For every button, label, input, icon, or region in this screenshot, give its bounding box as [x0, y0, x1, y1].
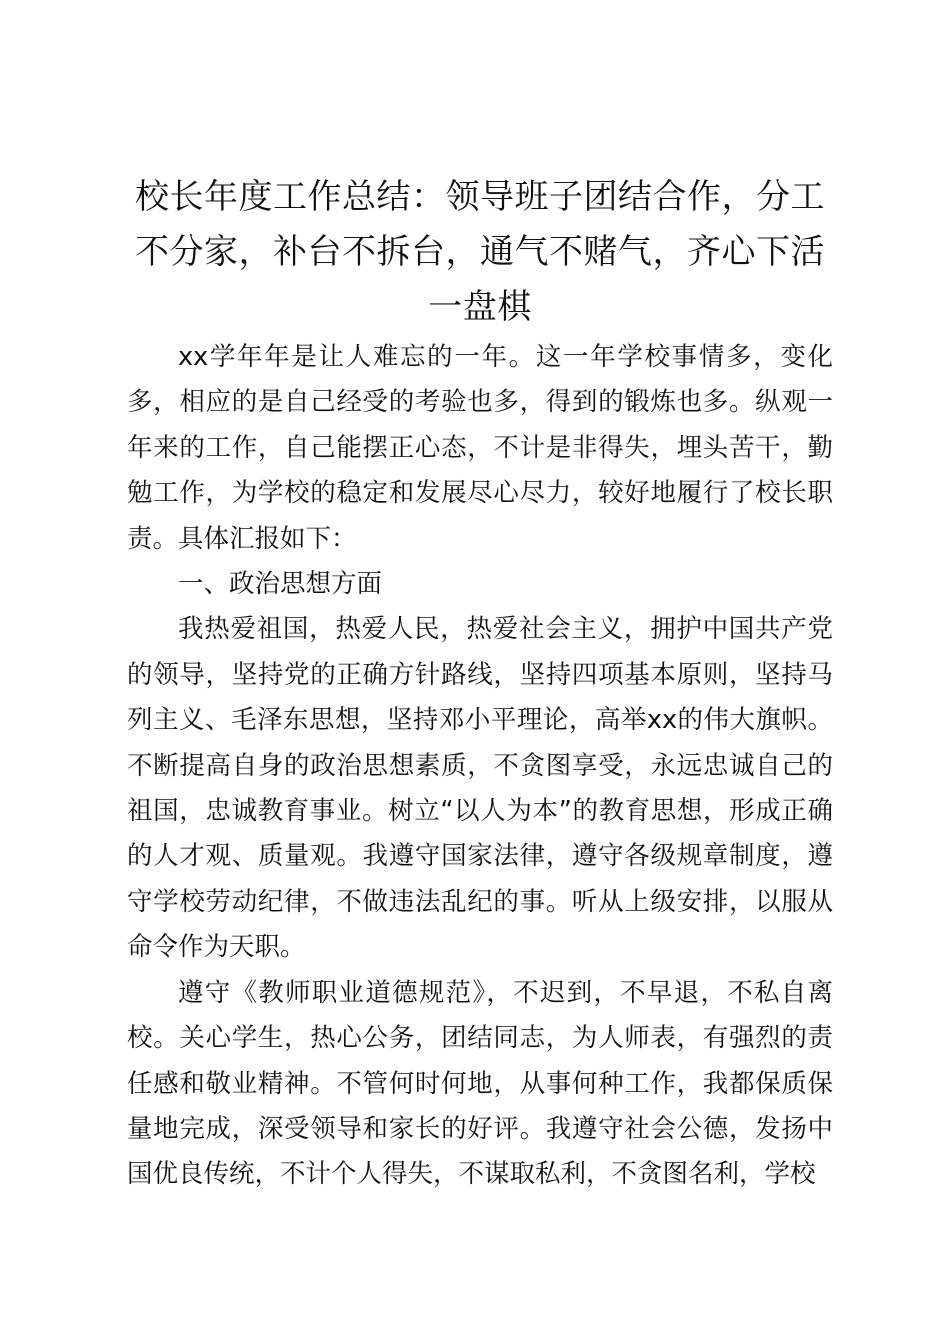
body-paragraph: 我热爱祖国，热爱人民，热爱社会主义，拥护中国共产党的领导，坚持党的正确方针路线，坚持四项基本原则，坚持马列主义、毛泽东思想，坚持邓小平理论，高举xx的伟大旗帜。不断提高自身的政治思想素质，不贪图享受，永远忠诚自己的祖国，忠诚教育事业。树立“以人为本”的教育思想，形成正确的人才观、质量观。我遵守国家法律，遵守各级规章制度，遵守学校劳动纪律，不做违法乱纪的事。听从上级安排，以服从命令作为天职。	[127, 614, 833, 963]
body-paragraph: 遵守《教师职业道德规范》，不迟到，不早退，不私自离校。关心学生，热心公务，团结同志，为人师表，有强烈的责任感和敬业精神。不管何时何地，从事何种工作，我都保质保量地完成，深受领导和家长的好评。我遵守社会公德，发扬中国优良传统，不计个人得失，不谋取私利，不贪图名利，学校	[127, 977, 833, 1190]
document-title: 校长年度工作总结：领导班子团结合作，分工不分家，补台不拆台，通气不赌气，齐心下活一盘棋	[135, 177, 825, 327]
section-heading-political: 一、政治思想方面	[178, 569, 383, 600]
document-page	[127, 170, 833, 1198]
intro-paragraph: xx学年年是让人难忘的一年。这一年学校事情多，变化多，相应的是自己经受的考验也多，得到的锻炼也多。纵观一年来的工作，自己能摆正心态，不计是非得失，埋头苦干，勤勉工作，为学校的稳定和发展尽心尽力，较好地履行了校长职责。具体汇报如下：	[127, 342, 833, 554]
